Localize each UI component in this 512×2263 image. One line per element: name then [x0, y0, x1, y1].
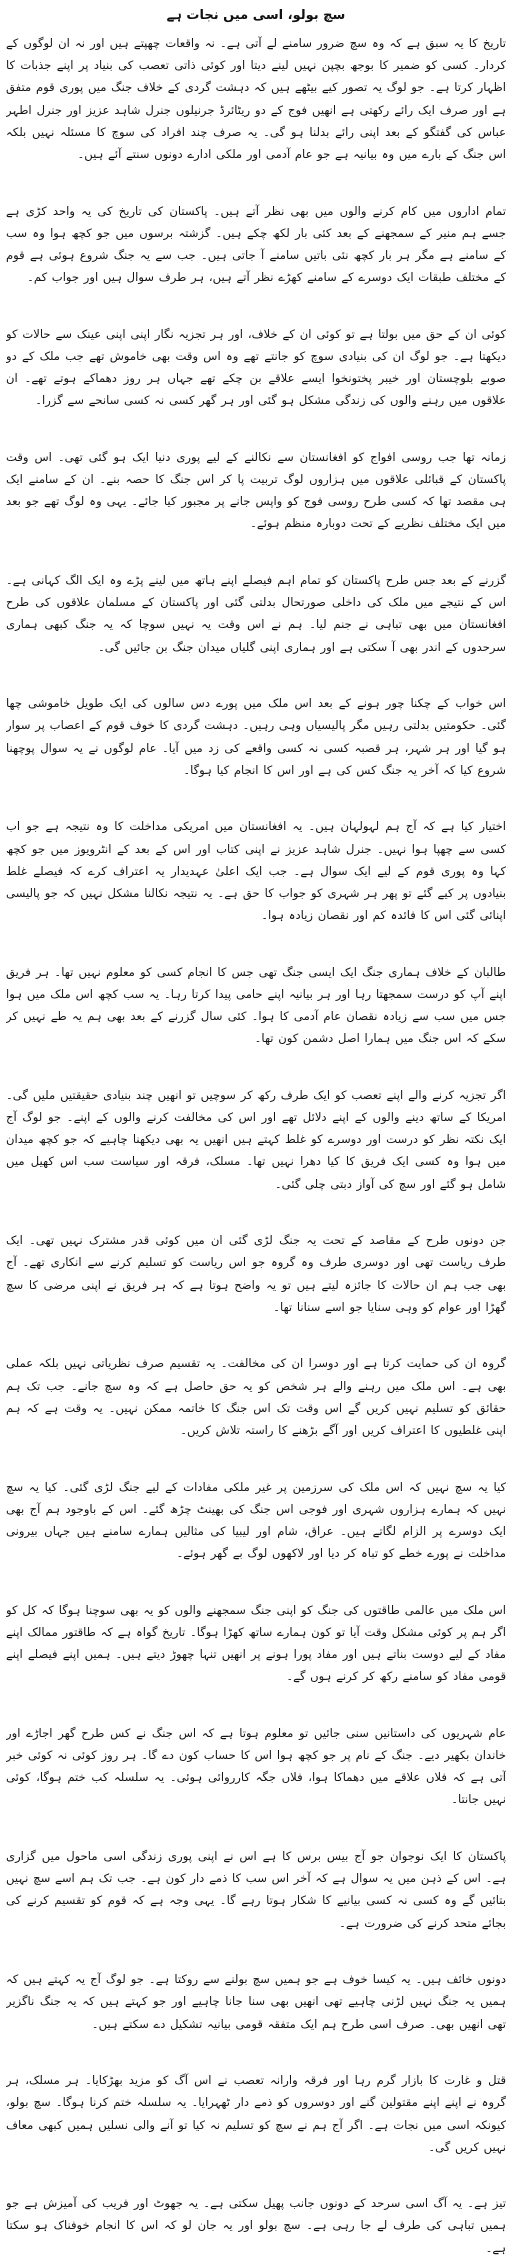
article-paragraph: اگر تجزیہ کرنے والے اپنے تعصب کو ایک طرف رکھ کر سوچیں تو انھیں چند بنیادی حقیقتیں ملیں گی۔ امریکا کے ساتھ دینے والوں کے اپنے دلائل تھے اور اس کی مخالفت کرنے والوں کے اپنے۔ جو لوگ آج ایک نکتہ نظر کو درست اور دوسرے کو غلط کہتے ہیں انھیں یہ بھی دیکھنا چاہیے کہ جو کچھ میدان میں ہوا وہ کسی ایک فریق کا کیا دھرا نہیں تھا۔ مسلک، فرقہ اور سیاست سب اس کھیل میں شامل ہو گئے اور سچ کی آواز دبتی چلی گئی۔ [6, 1087, 506, 1191]
article-paragraph: قتل و غارت کا بازار گرم رہا اور فرقہ وارانہ تعصب نے اس آگ کو مزید بھڑکایا۔ ہر مسلک، ہر گروہ نے اپنے اپنے مقتولین گنے اور دوسروں کو ذمے دار ٹھہرایا۔ یہ سلسلہ ختم کرنا ہوگا۔ سچ بولو، کیونکہ اسی میں نجات ہے۔ اگر آج ہم نے سچ کو تسلیم نہ کیا تو آنے والی نسلیں ہمیں کبھی معاف نہیں کریں گی۔ [6, 2073, 506, 2154]
article-paragraph: جن دونوں طرح کے مقاصد کے تحت یہ جنگ لڑی گئی ان میں کوئی قدر مشترک نہیں تھی۔ ایک طرف ریاست تھی اور دوسری طرف وہ گروہ جو اس ریاست کو تسلیم کرنے سے انکاری تھے۔ آج بھی جب ہم ان حالات کا جائزہ لیتے ہیں تو یہ واضح ہوتا ہے کہ ہر فریق نے اپنی مرضی کا سچ گھڑا اور عوام کو وہی سنایا جو اسے سنانا تھا۔ [6, 1233, 506, 1314]
article-paragraph: کیا یہ سچ نہیں کہ اس ملک کی سرزمین پر غیر ملکی مفادات کے لیے جنگ لڑی گئی۔ کیا یہ سچ نہیں کہ ہمارے ہزاروں شہری اور فوجی اس جنگ کی بھینٹ چڑھ گئے۔ اس کے باوجود ہم آج بھی ایک دوسرے پر الزام لگاتے ہیں۔ عراق، شام اور لیبیا کی مثالیں ہمارے سامنے ہیں جہاں بیرونی مداخلت نے پورے خطے کو تباہ کر دیا اور لاکھوں لوگ بے گھر ہوئے۔ [6, 1479, 506, 1561]
article-paragraph: گروہ ان کی حمایت کرتا ہے اور دوسرا ان کی مخالفت۔ یہ تقسیم صرف نظریاتی نہیں بلکہ عملی بھی ہے۔ اس ملک میں رہنے والے ہر شخص کو یہ حق حاصل ہے کہ وہ سچ جانے۔ جب تک ہم حقائق کو تسلیم نہیں کریں گے اس وقت تک اس جنگ کا خاتمہ ممکن نہیں۔ یہ وقت ہے کہ ہم اپنی غلطیوں کا اعتراف کریں اور آگے بڑھنے کا راستہ تلاش کریں۔ [6, 1356, 506, 1437]
article-paragraph: کوئی ان کے حق میں بولتا ہے تو کوئی ان کے خلاف، اور ہر تجزیہ نگار اپنی اپنی عینک سے حالات کو دیکھتا ہے۔ جو لوگ ان کی بنیادی سوچ کو جانتے تھے وہ اس وقت بھی خاموش تھے جب ملک کے دو صوبے بلوچستان اور خیبر پختونخوا ایسے علاقے بن چکے تھے جہاں ہر روز دھماکے ہوتے تھے۔ ان علاقوں میں رہنے والوں کی زندگی مشکل ہو گئی اور ہر گھر کسی نہ کسی سانحے سے گزرا۔ [6, 326, 506, 408]
article-paragraph: طالبان کے خلاف ہماری جنگ ایک ایسی جنگ تھی جس کا انجام کسی کو معلوم نہیں تھا۔ ہر فریق اپنے آپ کو درست سمجھتا رہا اور ہر بیانیہ اپنے حامی پیدا کرتا رہا۔ یہ سب کچھ اس ملک میں ہوا جس میں سب سے زیادہ نقصان عام آدمی کا ہوا۔ کئی سال گزرنے کے بعد بھی ہم یہ طے نہیں کر سکے کہ اس جنگ میں ہمارا اصل دشمن کون تھا۔ [6, 964, 506, 1046]
article-paragraph: گزرنے کے بعد جس طرح پاکستان کو تمام اہم فیصلے اپنے ہاتھ میں لینے پڑے وہ ایک الگ کہانی ہے۔ اس کے نتیجے میں ملک کی داخلی صورتحال بدلتی گئی اور پاکستان کے مسلمان علاقوں کی طرح افغانستان میں بھی تباہی نے جنم لیا۔ ہم نے اس وقت یہ نہیں سوچا کہ یہ جنگ کبھی ہماری سرحدوں کے اندر بھی آ سکتی ہے اور ہماری اپنی گلیاں میدان جنگ بن جائیں گی۔ [6, 573, 506, 654]
article-paragraph: عام شہریوں کی داستانیں سنی جائیں تو معلوم ہوتا ہے کہ اس جنگ نے کس طرح گھر اجاڑے اور خاندان بکھیر دیے۔ جنگ کے نام پر جو کچھ ہوا اس کا حساب کون دے گا۔ ہر روز کوئی نہ کوئی خبر آتی ہے کہ فلاں علاقے میں دھماکا ہوا، فلاں جگہ کارروائی ہوئی۔ یہ سلسلہ کب ختم ہوگا، کوئی نہیں جانتا۔ [6, 1725, 506, 1807]
article-paragraph: تمام اداروں میں کام کرنے والوں میں بھی نظر آتے ہیں۔ پاکستان کی تاریخ کی یہ واحد کڑی ہے جسے ہم منیر کے سمجھنے کے بعد کئی بار لکھ چکے ہیں۔ گزشتہ برسوں میں جو کچھ ہوا وہ سب کے سامنے ہے مگر ہر بار کچھ نئی باتیں سامنے آ جاتی ہیں۔ جب سے یہ جنگ شروع ہوئی ہے قوم کے مختلف طبقات ایک دوسرے کے سامنے کھڑے نظر آتے ہیں، ہر طرف سوال ہیں اور جواب کم۔ [6, 203, 506, 285]
article-paragraph: تیز ہے۔ یہ آگ اسی سرحد کے دونوں جانب پھیل سکتی ہے۔ یہ جھوٹ اور فریب کی آمیزش ہے جو ہمیں تباہی کی طرف لے جا رہی ہے۔ سچ بولو اور یہ جان لو کہ اس کا انجام خوفناک ہو سکتا ہے۔ [6, 2196, 506, 2255]
article-paragraph: اس خواب کے چکنا چور ہونے کے بعد اس ملک میں پورے دس سالوں کی ایک طویل خاموشی چھا گئی۔ حکومتیں بدلتی رہیں مگر پالیسیاں وہی رہیں۔ دہشت گردی کا خوف قوم کے اعصاب پر سوار ہو گیا اور ہر شہر، ہر قصبہ کسی نہ کسی واقعے کی زد میں آیا۔ عام لوگوں نے یہ سوال پوچھنا شروع کیا کہ آخر یہ جنگ کس کی ہے اور اس کا انجام کیا ہوگا۔ [6, 696, 506, 777]
article-paragraph: پاکستان کا ایک نوجوان جو آج بیس برس کا ہے اس نے اپنی پوری زندگی اسی ماحول میں گزاری ہے۔ اس کے ذہن میں یہ سوال ہے کہ آخر اس سب کا ذمے دار کون ہے۔ جب تک ہم اسے سچ نہیں بتائیں گے وہ کسی نہ کسی بیانیے کا شکار ہوتا رہے گا۔ یہی وجہ ہے کہ قوم کو تقسیم کرنے کی بجائے متحد کرنے کی ضرورت ہے۔ [6, 1849, 506, 1930]
article-paragraph: تاریخ کا یہ سبق ہے کہ وہ سچ ضرور سامنے لے آتی ہے۔ نہ واقعات چھپتے ہیں اور نہ ان لوگوں کے کردار۔ کسی کو ضمیر کا بوجھ بچپن نہیں لینے دیتا اور کوئی ذاتی تعصب کی بنیاد پر اپنے جذبات کا اظہار کرتا ہے۔ جو لوگ یہ تصور کیے بیٹھے ہیں کہ دہشت گردی کے خلاف جنگ میں پوری قوم متفق ہے اور صرف ایک رائے رکھتی ہے انھیں فوج کے دو ریٹائرڈ جرنیلوں جنرل شاہد عزیز اور جنرل اطہر عباس کی گفتگو کے بعد اپنی رائے بدلنا ہو گی۔ یہ صرف چند افراد کی سوچ کا مسئلہ نہیں بلکہ اس جنگ کے بارے میں وہ بیانیہ ہے جو عام آدمی اور ملکی ادارے دونوں سنتے آئے ہیں۔ [6, 36, 506, 162]
article-paragraph: دونوں خائف ہیں۔ یہ کیسا خوف ہے جو ہمیں سچ بولنے سے روکتا ہے۔ جو لوگ آج یہ کہتے ہیں کہ ہمیں یہ جنگ نہیں لڑنی چاہیے تھی انھیں بھی سنا جانا چاہیے اور جو کہتے ہیں کہ یہ جنگ ناگزیر تھی انھیں بھی۔ صرف اسی طرح ہم ایک متفقہ قومی بیانیہ تشکیل دے سکتے ہیں۔ [6, 1972, 506, 2031]
article-paragraph: زمانہ تھا جب روسی افواج کو افغانستان سے نکالنے کے لیے پوری دنیا ایک ہو گئی تھی۔ اس وقت پاکستان کے قبائلی علاقوں میں ہزاروں لوگ تربیت پا کر اس جنگ کا حصہ بنے۔ ان کے سامنے ایک ہی مقصد تھا کہ کسی طرح روسی فوج کو واپس جانے پر مجبور کیا جائے۔ یہی وہ لوگ تھے جو بعد میں ایک مختلف نظریے کے تحت دوبارہ منظم ہوئے۔ [6, 449, 506, 531]
article-headline: سچ بولو، اسی میں نجات ہے [166, 8, 346, 23]
article-paragraph: اختیار کیا ہے کہ آج ہم لہولہان ہیں۔ یہ افغانستان میں امریکی مداخلت کا وہ نتیجہ ہے جو اب کسی سے چھپا ہوا نہیں۔ جنرل شاہد عزیز نے اپنی کتاب اور اس کے بعد کے انٹرویوز میں جو کچھ کہا وہ پوری قوم کے لیے ایک سوال ہے۔ جب ایک اعلیٰ عہدیدار یہ اعتراف کرے کہ فیصلے غلط بنیادوں پر کیے گئے تو پھر ہر شہری کو جواب کا حق ہے۔ یہ نتیجہ نکالنا مشکل نہیں کہ جو پالیسی اپنائی گئی اس کا فائدہ کم اور نقصان زیادہ ہوا۔ [6, 819, 506, 923]
article-paragraph: اس ملک میں عالمی طاقتوں کی جنگ کو اپنی جنگ سمجھنے والوں کو یہ بھی سوچنا ہوگا کہ کل کو اگر ہم پر کوئی مشکل وقت آیا تو کون ہمارے ساتھ کھڑا ہوگا۔ تاریخ گواہ ہے کہ طاقتور ممالک اپنے مفاد کے لیے دوست بناتے ہیں اور مفاد پورا ہونے پر انھیں تنہا چھوڑ دیتے ہیں۔ ہمیں اپنے فیصلے اپنے قومی مفاد کو سامنے رکھ کر کرنے ہوں گے۔ [6, 1602, 506, 1684]
article-body [6, 32, 506, 2259]
